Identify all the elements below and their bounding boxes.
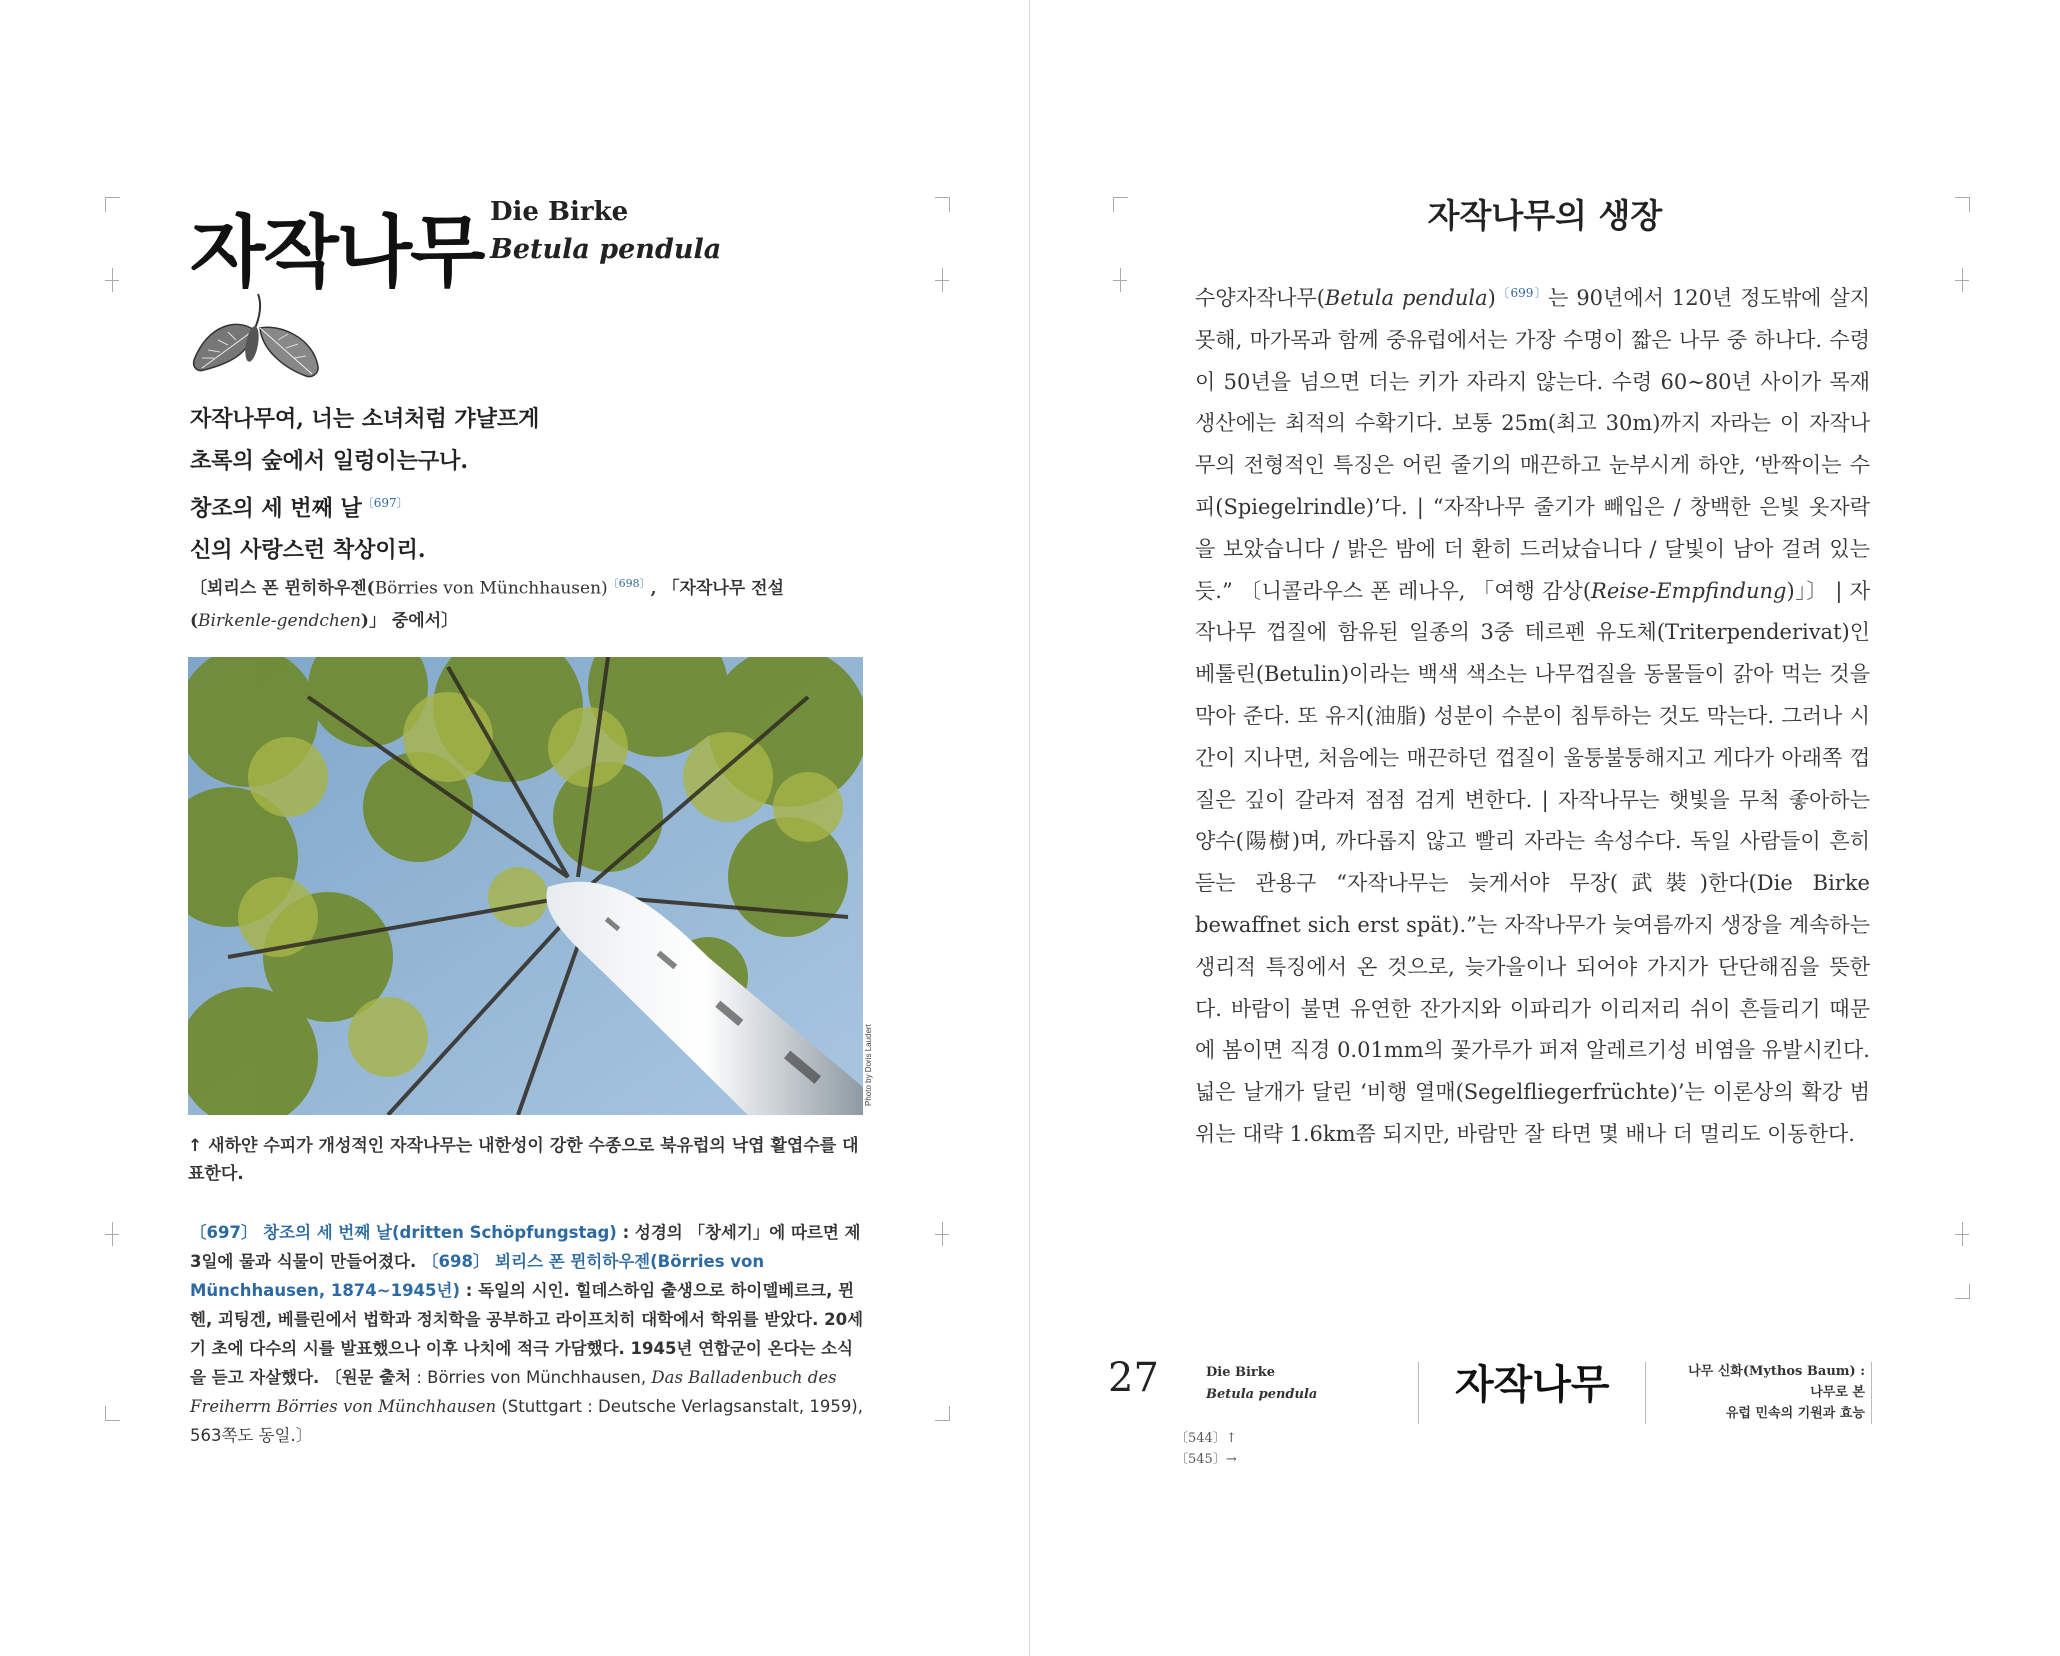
cross-references	[1175, 1428, 1237, 1470]
body-italic-title: Reise-Empfindung	[1591, 578, 1787, 603]
series-line: 유럽 민속의 기원과 효능	[1725, 1406, 1865, 1421]
registration-mark	[105, 1222, 119, 1246]
series-line: 나무 신화(Mythos Baum) :	[1688, 1364, 1865, 1379]
source-book-title: Das Balladenbuch des Freiherrn Börries von Münchhausen	[190, 1368, 837, 1416]
title-latin: Betula pendula	[490, 234, 722, 265]
birch-leaf-icon	[188, 288, 324, 380]
registration-mark	[1955, 268, 1969, 292]
poem	[190, 398, 890, 571]
page-number: 27	[1108, 1355, 1159, 1401]
footer-series-title	[1660, 1361, 1865, 1424]
footnote-ref-699[interactable]: 〔699〕	[1495, 286, 1549, 300]
footnote-697-body: : 성경의 「창세기」에 따르면 제3일에 물과 식물이 만들어졌다.	[190, 1223, 861, 1271]
birch-tree-photo	[188, 657, 863, 1115]
registration-mark	[1955, 1222, 1969, 1246]
crop-mark	[935, 1406, 950, 1421]
crop-mark	[105, 1406, 120, 1421]
source-publisher: (Stuttgart : Deutsche Verlagsanstalt, 1959), 563쪽도 동일.〕	[190, 1397, 863, 1445]
section-heading: 자작나무의 생장	[1427, 196, 1663, 235]
footnote-ref-698[interactable]: 〔698〕	[607, 577, 651, 590]
body-text-start: 수양자작나무(	[1195, 286, 1325, 310]
crop-mark	[1955, 1284, 1970, 1299]
photo-caption: ↑ 새하얀 수피가 개성적인 자작나무는 내한성이 강한 수종으로 북유럽의 낙엽 활엽수를 대표한다.	[188, 1136, 859, 1184]
footer-de-name: Die Birke	[1206, 1365, 1276, 1380]
footer-divider	[1645, 1362, 1646, 1424]
body-latin-name: Betula pendula	[1324, 286, 1488, 310]
series-line: 나무로 본	[1810, 1385, 1865, 1400]
footer-korean-name: 자작나무	[1455, 1361, 1610, 1408]
poem-source	[190, 568, 870, 637]
body-text	[1195, 273, 1870, 1156]
footer-species	[1206, 1362, 1317, 1406]
poem-line: 자작나무여, 너는 소녀처럼 갸냘프게	[190, 406, 540, 432]
footer-divider	[1871, 1362, 1872, 1424]
poem-line: 신의 사랑스런 착상이리.	[190, 537, 426, 564]
footer-latin-name: Betula pendula	[1206, 1387, 1318, 1402]
cross-ref-next[interactable]: 〔545〕→	[1175, 1452, 1237, 1467]
page-title: 자작나무	[190, 207, 484, 298]
source-author: : Börries von Münchhausen,	[411, 1368, 652, 1387]
crop-mark	[105, 197, 120, 212]
registration-mark	[105, 268, 119, 292]
footnotes	[190, 1218, 866, 1450]
cross-ref-up[interactable]: 〔544〕↑	[1175, 1431, 1237, 1446]
photo-credit: Photo by Doris Laudert	[864, 1024, 873, 1106]
title-german: Die Birke	[490, 197, 629, 227]
registration-mark	[935, 1222, 949, 1246]
poem-source-work-ko: , 「자작나무 전설(	[190, 578, 784, 631]
poem-source-work-de: Birkenle-gendchen	[198, 610, 361, 631]
footnote-ref-697[interactable]: 〔697〕	[361, 496, 409, 510]
body-text-part: 는 90년에서 120년 정도밖에 살지 못해, 마가목과 함께 중유럽에서는 가장 수명이 짧은 나무 중 하나다. 수령이 50년을 넘으면 더는 키가 자라지 않는다. 수령 60∼80년 사이가 목재 생산에는 최적의 수확기다. 보통 25m(최고 30m)까지 자라는 이 자작나무의 전형적인 특징은 어린 줄기의 매끈하고 눈부시게 하얀, ‘반짝이는 수피(Spiegelrindle)’다. | “자작나무 줄기가 빼입은 / 창백한 은빛 옷자락을 보았습니다 / 밝은 밤에 더 환히 드러났습니다 / 달빛이 남아 걸려 있는 듯.” 〔니콜라우스 폰 레나우, 「여행 감상(	[1195, 286, 1871, 603]
footnote-698-title: 〔698〕 뵈리스 폰 뮌히하우젠(Börries von Münchhausen, 1874∼1945년)	[190, 1252, 765, 1300]
poem-source-author-de: Börries von Münchhausen	[374, 578, 602, 599]
source-label: 〔원문 출처	[325, 1368, 412, 1387]
poem-line: 초록의 숲에서 일렁이는구나.	[190, 448, 469, 474]
registration-mark	[935, 268, 949, 292]
body-text-paren: )	[1487, 286, 1496, 310]
footnote-698-body: : 독일의 시인. 힐데스하임 출생으로 하이델베르크, 뮌헨, 괴팅겐, 베를린에서 법학과 정치학을 공부하고 라이프치히 대학에서 학위를 받았다. 20세기 초에 다수의 시를 발표했으나 이후 나치에 적극 가담했다. 1945년 연합군이 온다는 소식을 듣고 자살했다.	[190, 1281, 864, 1387]
poem-line	[190, 482, 890, 529]
registration-mark	[1113, 268, 1127, 292]
body-text-part: )」〕 | 자작나무 껍질에 함유된 일종의 3중 테르펜 유도체(Triterpenderivat)인 베툴린(Betulin)이라는 백색 색소는 나무껍질을 동물들이 갉아 먹는 것을 막아 준다. 또 유지(油脂) 성분이 수분이 침투하는 것도 막는다. 그러나 시간이 지나면, 처음에는 매끈하던 껍질이 울퉁불퉁해지고 게다가 아래쪽 껍질은 깊이 갈라져 점점 검게 변한다. | 자작나무는 햇빛을 무척 좋아하는 양수(陽樹)며, 까다롭지 않고 빨리 자라는 속성수다. 독일 사람들이 흔히 듣는 관용구 “자작나무는 늦게서야 무장(武裝)한다(Die Birke bewaffnet sich erst spät).”는 자작나무가 늦여름까지 생장을 계속하는 생리적 특징에서 온 것으로, 늦가을이나 되어야 가지가 단단해짐을 뜻한다. 바람이 불면 유연한 잔가지와 이파리가 이리저리 쉬이 흔들리기 때문에 봄이면 직경 0.01mm의 꽃가루가 퍼져 알레르기성 비염을 유발시킨다. 넓은 날개가 달린 ‘비행 열매(Segelfliegerfrüchte)’는 이론상의 확강 범위는 대략 1.6km쯤 되지만, 바람만 잘 타면 몇 배나 더 멀리도 이동한다.	[1195, 578, 1870, 1146]
crop-mark	[935, 197, 950, 212]
poem-source-paren: )	[601, 578, 608, 599]
footer-divider	[1418, 1362, 1419, 1424]
poem-source-end: )」 중에서〕	[360, 610, 459, 631]
poem-source-author-ko: 〔뵈리스 폰 뮌히하우젠(	[190, 578, 375, 599]
poem-line-text: 창조의 세 번째 날	[190, 495, 362, 522]
footnote-697-title: 〔697〕 창조의 세 번째 날(dritten Schöpfungstag)	[190, 1223, 617, 1242]
